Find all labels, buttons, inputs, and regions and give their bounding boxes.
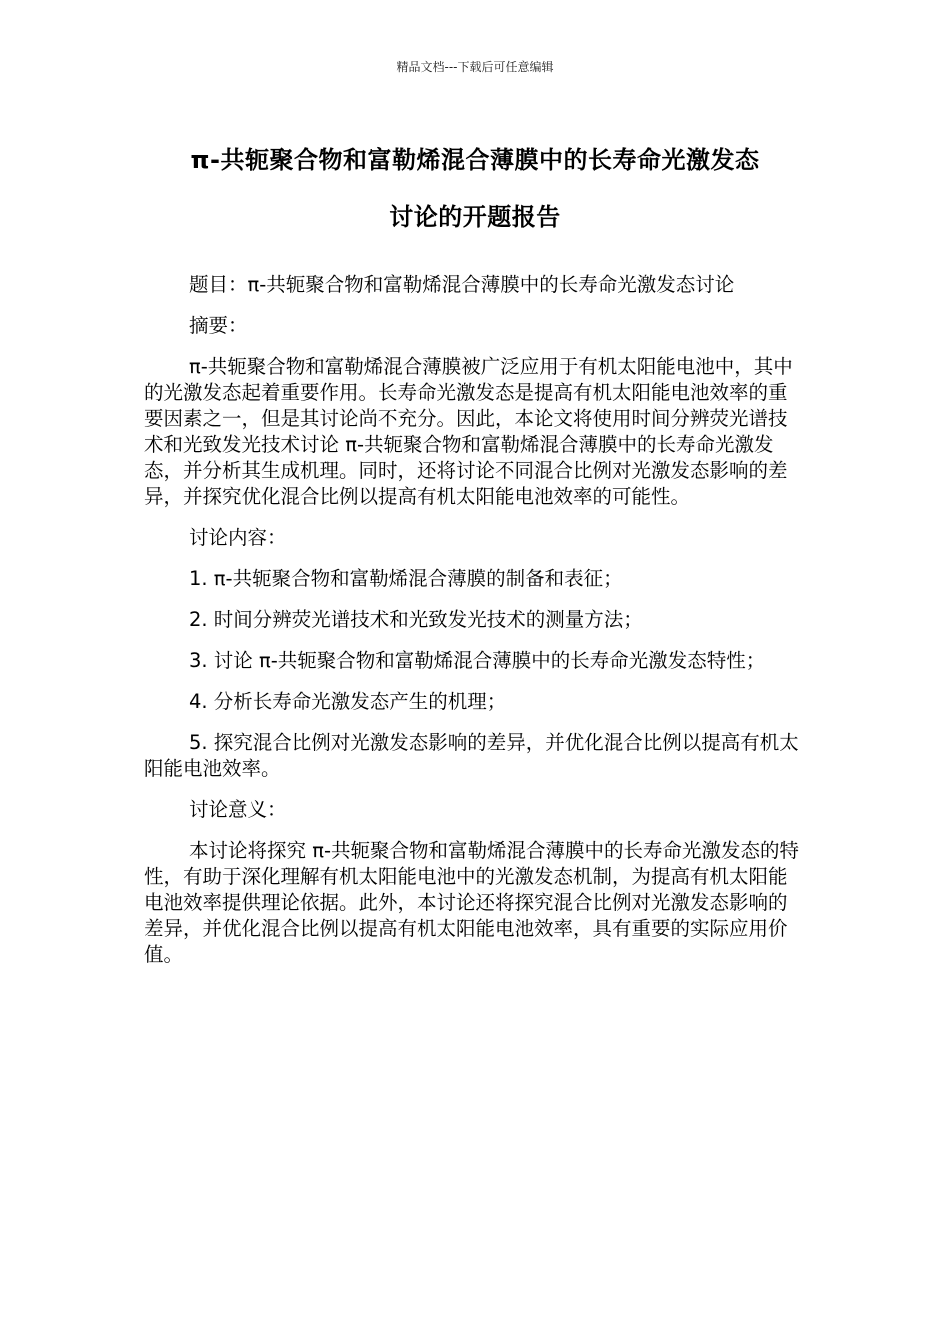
- abstract-paragraph: π-共轭聚合物和富勒烯混合薄膜被广泛应用于有机太阳能电池中，其中的光激发态起着重要作用。长寿命光激发态是提高有机太阳能电池效率的重要因素之一，但是其讨论尚不充分。因此，本论文将使用时间分辨荧光谱技术和光致发光技术讨论 π-共轭聚合物和富勒烯混合薄膜中的长寿命光激发态，并分析其生成机理。同时，还将讨论不同混合比例对光激发态影响的差异，并探究优化混合比例以提高有机太阳能电池效率的可能性。: [144, 355, 793, 508]
- significance-heading: 讨论意义：: [189, 798, 287, 821]
- document-body: [144, 272, 804, 983]
- content-item-2: 2. 时间分辨荧光谱技术和光致发光技术的测量方法；: [189, 608, 643, 631]
- content-heading: 讨论内容：: [189, 526, 287, 549]
- content-item-5: 5. 探究混合比例对光激发态影响的差异，并优化混合比例以提高有机太阳能电池效率。: [144, 731, 799, 780]
- header-note: 精品文档---下载后可任意编辑: [396, 60, 554, 74]
- title-line-2: 讨论的开题报告: [389, 203, 561, 231]
- subject-line: 题目：π-共轭聚合物和富勒烯混合薄膜中的长寿命光激发态讨论: [189, 273, 735, 296]
- content-item-1: 1. π-共轭聚合物和富勒烯混合薄膜的制备和表征；: [189, 567, 623, 590]
- content-item-3: 3. 讨论 π-共轭聚合物和富勒烯混合薄膜中的长寿命光激发态特性；: [189, 649, 766, 672]
- content-item-4: 4. 分析长寿命光激发态产生的机理；: [189, 690, 507, 713]
- title-line-1: π-共轭聚合物和富勒烯混合薄膜中的长寿命光激发态: [190, 146, 760, 174]
- significance-paragraph: 本讨论将探究 π-共轭聚合物和富勒烯混合薄膜中的长寿命光激发态的特性，有助于深化理解有机太阳能电池中的光激发态机制，为提高有机太阳能电池效率提供理论依据。此外，本讨论还将探究混合比例对光激发态影响的差异，并优化混合比例以提高有机太阳能电池效率，具有重要的实际应用价值。: [144, 839, 799, 966]
- abstract-heading: 摘要：: [189, 314, 248, 337]
